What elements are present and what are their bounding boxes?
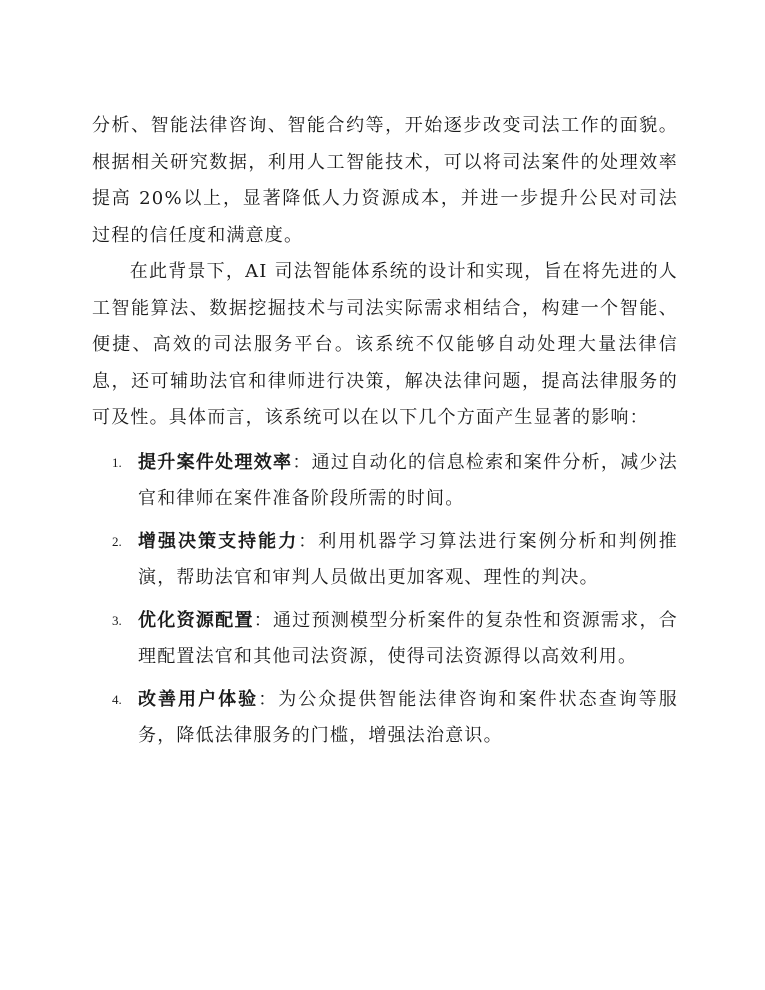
list-term: 增强决策支持能力 (138, 530, 299, 552)
list-number: 1. (112, 454, 122, 470)
body-paragraph-2: 在此背景下，AI 司法智能体系统的设计和实现，旨在将先进的人工智能算法、数据挖掘技术与司法实际需求相结合，构建一个智能、便捷、高效的司法服务平台。该系统不仅能够自动处理大量法律信息，还可辅助法官和律师进行决策，解决法律问题，提高法律服务的可及性。具体而言，该系统可以在以下几个方面产生显著的影响： (92, 261, 678, 428)
list-description: ：为公众提供智能法律咨询和案件状态查询等服务，降低法律服务的门槛，增强法治意识。 (138, 688, 678, 746)
list-item (92, 603, 678, 676)
list-term: 改善用户体验 (138, 688, 259, 710)
impact-list (92, 445, 678, 755)
list-term: 提升案件处理效率 (138, 451, 293, 473)
list-item (92, 524, 678, 597)
body-paragraph-1: 分析、智能法律咨询、智能合约等，开始逐步改变司法工作的面貌。根据相关研究数据，利用人工智能技术，可以将司法案件的处理效率提高 20%以上，显著降低人力资源成本，并进一步提升公民对司法过程的信任度和满意度。 (92, 115, 678, 246)
list-term: 优化资源配置 (138, 609, 254, 631)
list-item (92, 682, 678, 755)
list-description: ：通过预测模型分析案件的复杂性和资源需求，合理配置法官和其他司法资源，使得司法资源得以高效利用。 (138, 609, 678, 667)
document-page (92, 108, 678, 761)
list-number: 4. (112, 691, 122, 707)
list-description: ：通过自动化的信息检索和案件分析，减少法官和律师在案件准备阶段所需的时间。 (138, 451, 678, 509)
list-number: 2. (112, 533, 122, 549)
list-description: ：利用机器学习算法进行案例分析和判例推演，帮助法官和审判人员做出更加客观、理性的判决。 (138, 530, 678, 588)
list-number: 3. (112, 612, 122, 628)
list-item (92, 445, 678, 518)
